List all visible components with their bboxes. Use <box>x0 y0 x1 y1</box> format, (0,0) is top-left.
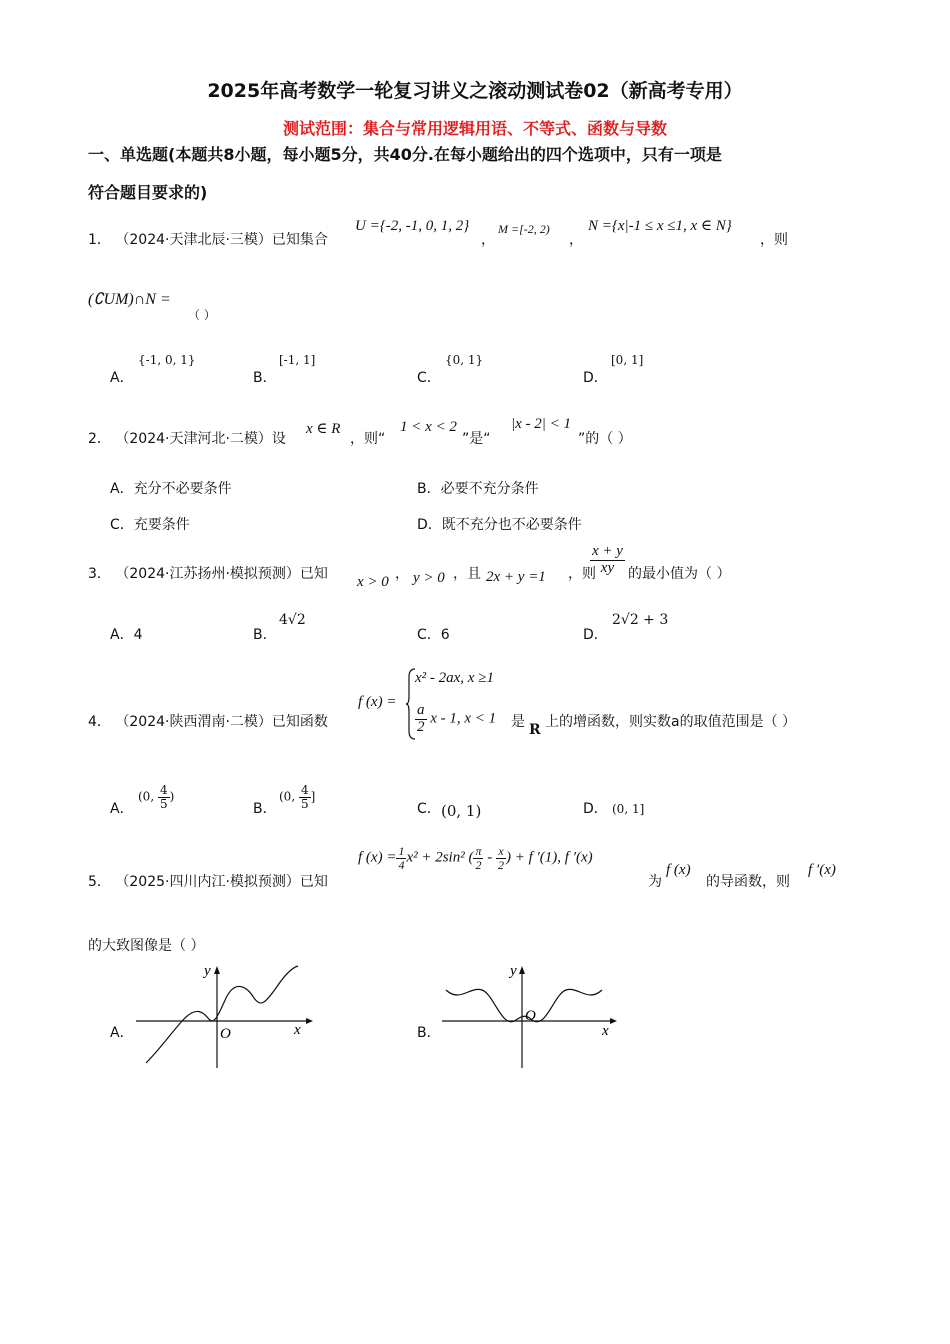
q3-option-c[interactable]: C．6 <box>417 627 450 643</box>
q2-p: 1 < x < 2 <box>400 419 457 435</box>
q1-option-d[interactable]: [0, 1] <box>611 353 644 367</box>
q3-option-b-label[interactable]: B． <box>253 627 277 643</box>
q4-number: 4． <box>88 714 111 730</box>
q5-fpx: f ′(x) <box>808 862 836 878</box>
q2-option-a[interactable]: A．充分不必要条件 <box>110 481 232 497</box>
q1-source: （2024·天津北辰·三模）已知集合 <box>115 232 328 248</box>
q3-cond-y: y > 0 <box>413 570 445 586</box>
q4-option-a-label[interactable]: A． <box>110 801 134 817</box>
q3-number: 3． <box>88 566 111 582</box>
q1-sep: ， <box>569 232 583 248</box>
q5-end: 的导函数，则 <box>706 874 790 890</box>
q3-cond-x: x > 0 <box>357 574 389 590</box>
q5-source: （2025·四川内江·模拟预测）已知 <box>115 874 328 890</box>
q1-expression: (∁UM)∩N = <box>88 291 171 308</box>
y-axis-label: y <box>510 963 517 979</box>
q4-real-set: R <box>529 722 541 738</box>
page-title: 2025年高考数学一轮复习讲义之滚动测试卷02（新高考专用） <box>207 80 743 102</box>
q4-option-c[interactable]: (0, 1) <box>441 802 482 820</box>
q3-option-d[interactable]: 2√2 + 3 <box>612 612 669 628</box>
q1-option-d-label[interactable]: D． <box>583 370 608 386</box>
q1-set-u: U ={-2, -1, 0, 1, 2} <box>355 218 470 234</box>
q1-number: 1． <box>88 232 111 248</box>
q2-end: ”的（ ） <box>578 431 632 447</box>
q2-number: 2． <box>88 431 111 447</box>
q4-option-c-label[interactable]: C． <box>417 801 441 817</box>
q4-case-1: x² - 2ax, x ≥1 <box>415 670 494 686</box>
q5-stem-cont: 的大致图像是（ ） <box>88 938 205 954</box>
test-scope: 测试范围：集合与常用逻辑用语、不等式、函数与导数 <box>282 119 667 138</box>
q1-option-b[interactable]: [-1, 1] <box>279 353 316 367</box>
q1-option-c-label[interactable]: C． <box>417 370 441 386</box>
q4-option-b[interactable]: (0, $\frac{4}{5}$ ] <box>279 783 316 811</box>
q2-mid: ”是“ <box>462 431 491 447</box>
q5-option-b-label[interactable]: B． <box>417 1025 441 1041</box>
q5-mid: 为 <box>648 874 662 890</box>
q2-then: ，则“ <box>350 431 386 447</box>
q5-option-a-label[interactable]: A． <box>110 1025 134 1041</box>
q2-source: （2024·天津河北·二模）设 <box>115 431 286 447</box>
q4-option-d-label[interactable]: D． <box>583 801 608 817</box>
q3-option-d-label[interactable]: D． <box>583 627 608 643</box>
q3-and: ，且 <box>453 566 481 582</box>
q1-then: ，则 <box>760 232 788 248</box>
q1-option-b-label[interactable]: B． <box>253 370 277 386</box>
q4-option-d[interactable]: (0, 1] <box>612 802 645 816</box>
q1-set-n: N ={x|-1 ≤ x ≤1, x ∈ N} <box>588 218 732 234</box>
q4-end: 上的增函数，则实数a的取值范围是（ ） <box>545 714 797 730</box>
q4-stem <box>88 711 328 731</box>
q1-set-m: M =[-2, 2) <box>498 222 550 236</box>
x-axis-label: x <box>602 1023 609 1039</box>
q2-option-c[interactable]: C．充要条件 <box>110 517 190 533</box>
q3-stem <box>88 563 328 583</box>
y-axis-label: y <box>204 963 211 979</box>
q1-option-a-label[interactable]: A． <box>110 370 134 386</box>
q4-case-2: $\frac{a}{2}$ x - 1, x < 1 <box>417 702 497 735</box>
q5-formula: f (x) = $\frac{1}{4}$ x² + 2sin² ( $\frac{\pi}{2}$ - $\frac{x}{2}$ ) + f ′(1), f ′(x) <box>358 844 593 872</box>
section-heading: 一、单选题(本题共8小题，每小题5分，共40分.在每小题给出的四个选项中，只有一项是 <box>88 145 722 164</box>
q3-end: 的最小值为（ ） <box>628 566 731 582</box>
q3-constraint: 2x + y =1 <box>486 569 546 585</box>
q1-answer-paren: （ ） <box>188 308 216 322</box>
q3-then: ，则 <box>568 566 596 582</box>
q5-number: 5． <box>88 874 111 890</box>
q1-option-a[interactable]: {-1, 0, 1} <box>138 353 196 367</box>
q2-option-d[interactable]: D．既不充分也不必要条件 <box>417 517 582 533</box>
q4-is: 是 <box>511 714 525 730</box>
origin-label: O <box>525 1008 536 1024</box>
q5-option-b-graph[interactable] <box>442 958 622 1070</box>
q5-option-a-graph[interactable] <box>136 958 316 1070</box>
q2-stem <box>88 428 286 448</box>
q3-source: （2024·江苏扬州·模拟预测）已知 <box>115 566 328 582</box>
q3-option-b[interactable]: 4√2 <box>279 612 306 628</box>
q3-option-a[interactable]: A．4 <box>110 627 143 643</box>
q1-stem <box>88 229 328 249</box>
q4-function-name: f (x) = <box>358 694 397 710</box>
q2-option-b[interactable]: B．必要不充分条件 <box>417 481 539 497</box>
q2-q: |x - 2| < 1 <box>511 416 572 432</box>
q5-fx: f (x) <box>666 862 691 878</box>
x-axis-label: x <box>294 1022 301 1038</box>
origin-label: O <box>220 1026 231 1042</box>
q2-condition: x ∈ R <box>306 421 341 437</box>
q5-stem <box>88 871 328 891</box>
q4-option-a[interactable]: (0, $\frac{4}{5}$ ) <box>138 783 175 811</box>
q1-option-c[interactable]: {0, 1} <box>445 353 484 367</box>
q4-option-b-label[interactable]: B． <box>253 801 277 817</box>
q4-source: （2024·陕西渭南·二模）已知函数 <box>115 714 328 730</box>
q3-fraction: $\frac{x + y}{xy}$ <box>592 543 623 576</box>
section-heading-cont: 符合题目要求的) <box>88 183 208 202</box>
q1-sep: ， <box>481 232 495 248</box>
q3-sep: ， <box>395 566 409 582</box>
